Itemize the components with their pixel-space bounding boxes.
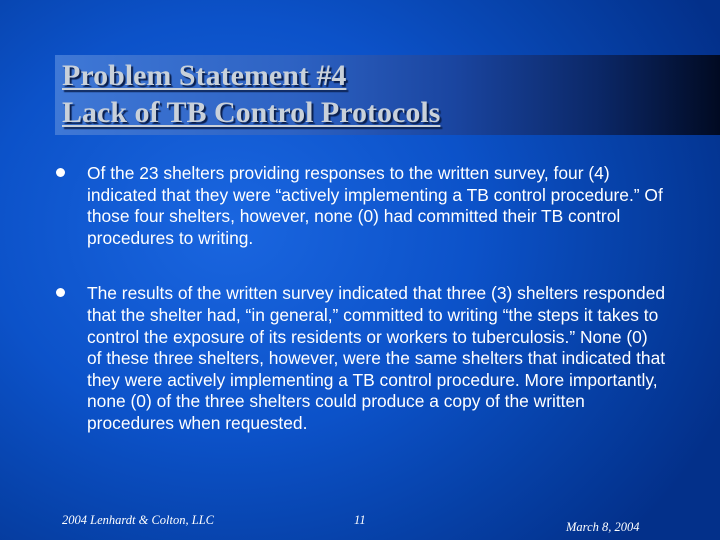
slide-title xyxy=(62,57,440,131)
footer-page-number: 11 xyxy=(354,513,366,527)
bullet-item xyxy=(56,283,666,434)
bullet-text: The results of the written survey indicated that three (3) shelters responded that the shelter had, “in general,” committed to writing “the steps it takes to control the exposure of its residents or workers to tuberculosis.” None (0) of these three shelters, however, were the same shelters that indicated that they were actively implementing a TB control procedure. More importantly, none (0) of the three shelters could produce a copy of the written procedures when requested. xyxy=(87,283,666,433)
bullet-text: Of the 23 shelters providing responses to the written survey, four (4) indicated that they were “actively implementing a TB control procedure.” Of those four shelters, however, none (0) had committed their TB control procedures to writing. xyxy=(87,163,663,248)
bullet-dot-icon xyxy=(56,288,65,297)
title-line-2: Lack of TB Control Protocols xyxy=(62,96,441,129)
footer-date: March 8, 2004 xyxy=(566,520,640,534)
bullet-dot-icon xyxy=(56,168,65,177)
title-line-1: Problem Statement #4 xyxy=(62,59,347,92)
bullet-item xyxy=(56,163,666,249)
bullet-list xyxy=(56,163,666,469)
footer-copyright: 2004 Lenhardt & Colton, LLC xyxy=(62,513,214,527)
